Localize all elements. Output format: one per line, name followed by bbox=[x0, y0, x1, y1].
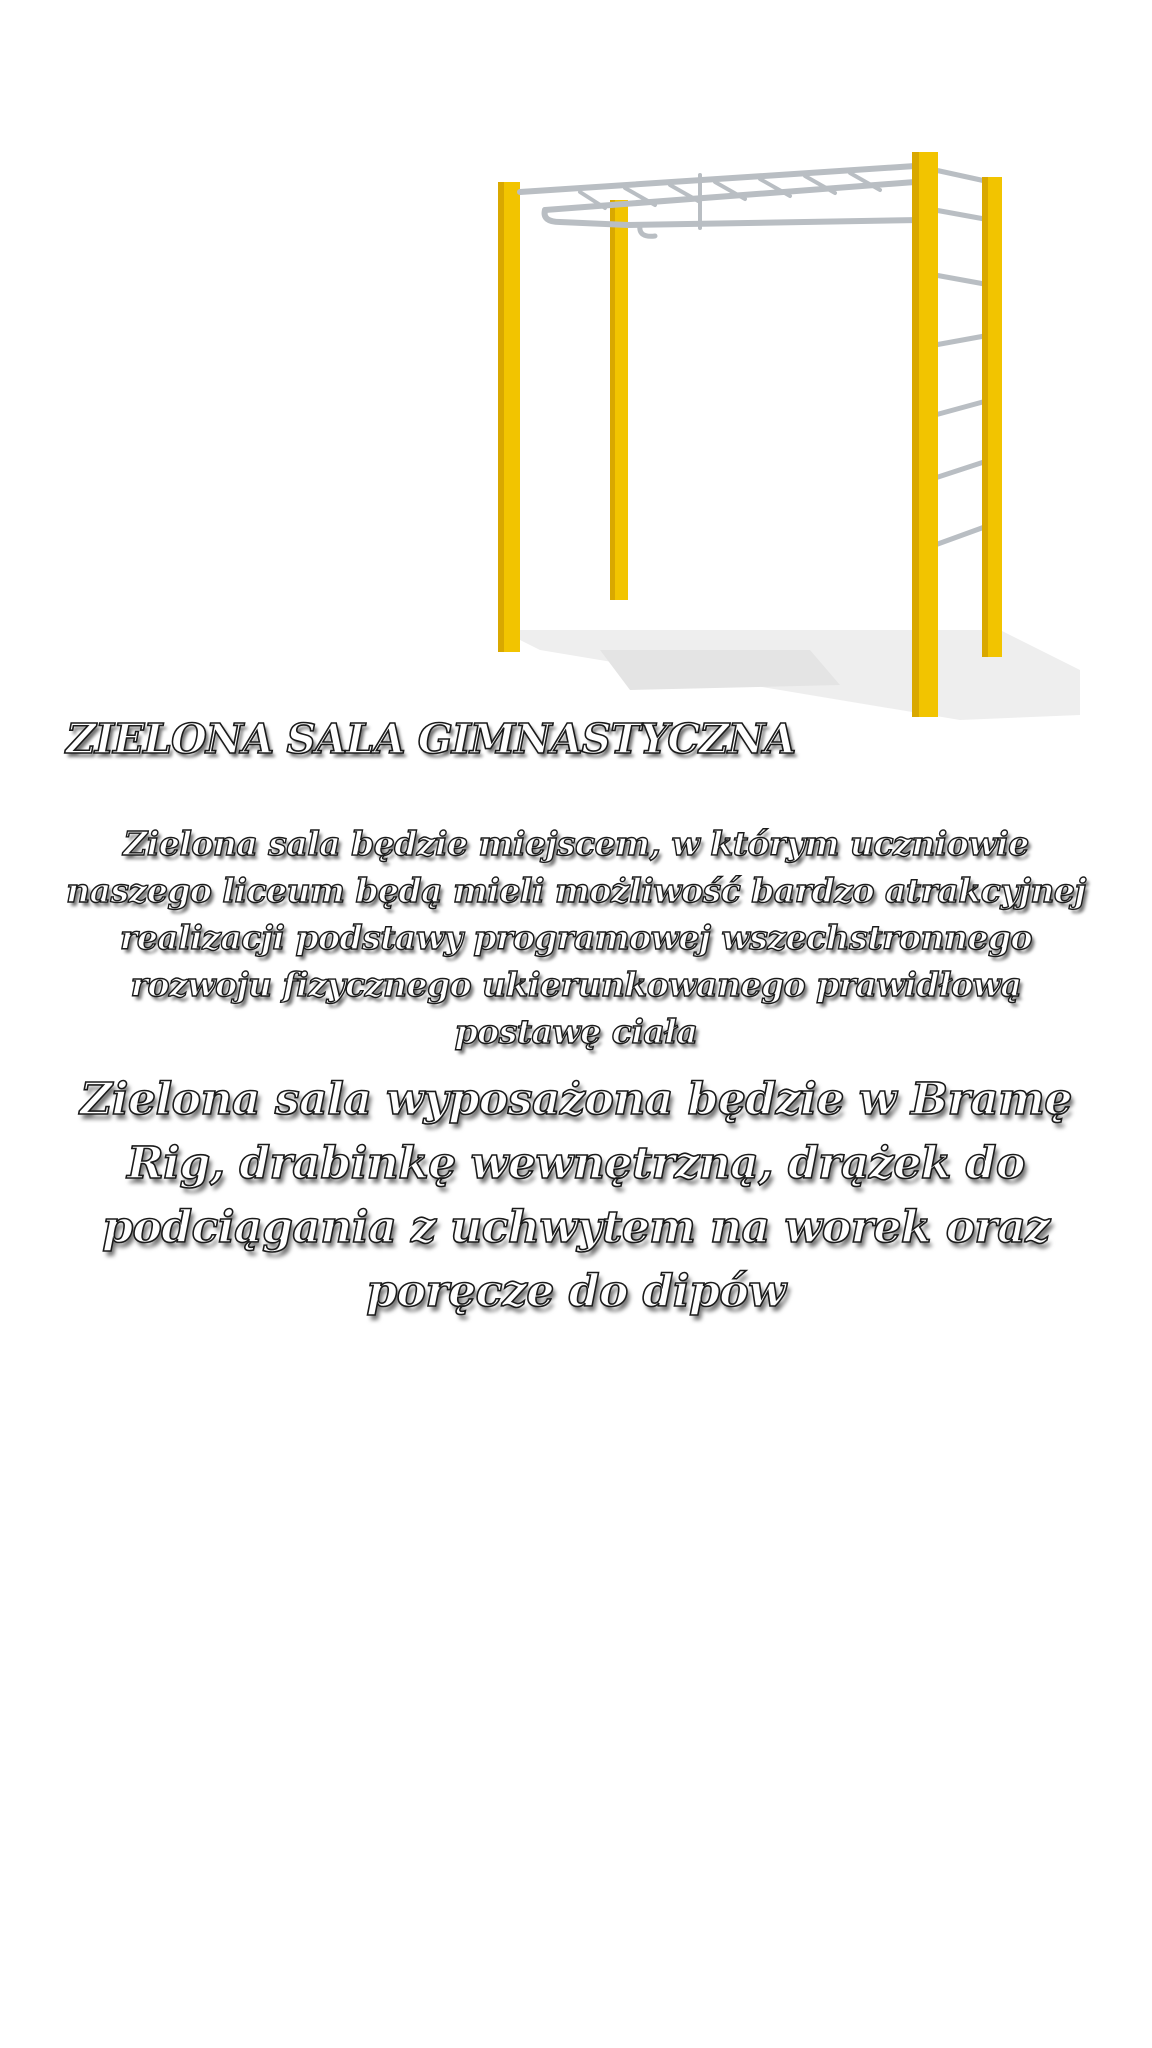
yellow-post-shade bbox=[610, 200, 615, 600]
monkey-bars-rig-illustration bbox=[480, 130, 1080, 730]
yellow-post-shade bbox=[498, 182, 504, 652]
description-text: Zielona sala będzie miejscem, w którym uczniowie naszego liceum będą mieli możliwość bardzo atrakcyjnej realizacji podstawy programowej wszechstronnego rozwoju fizycznego ukierunkowanego prawidłową postawę ciała bbox=[66, 824, 1086, 1051]
steel-bar bbox=[935, 275, 990, 285]
steel-bar bbox=[935, 460, 990, 478]
steel-bar bbox=[935, 400, 990, 415]
equipment-list-text: Zielona sala wyposażona będzie w Bramę Rig, drabinkę wewnętrzną, drążek do podciągania z uchwytem na worek oraz poręcze do dipów bbox=[80, 1074, 1072, 1317]
steel-bar bbox=[935, 335, 990, 345]
headline: ZIELONA SALA GIMNASTYCZNA bbox=[66, 715, 796, 763]
yellow-post-shade bbox=[982, 177, 988, 657]
steel-bar bbox=[935, 210, 990, 220]
steel-bar bbox=[935, 170, 990, 182]
steel-bar bbox=[935, 525, 990, 545]
steel-bar bbox=[628, 220, 920, 225]
yellow-post-shade bbox=[912, 152, 919, 717]
